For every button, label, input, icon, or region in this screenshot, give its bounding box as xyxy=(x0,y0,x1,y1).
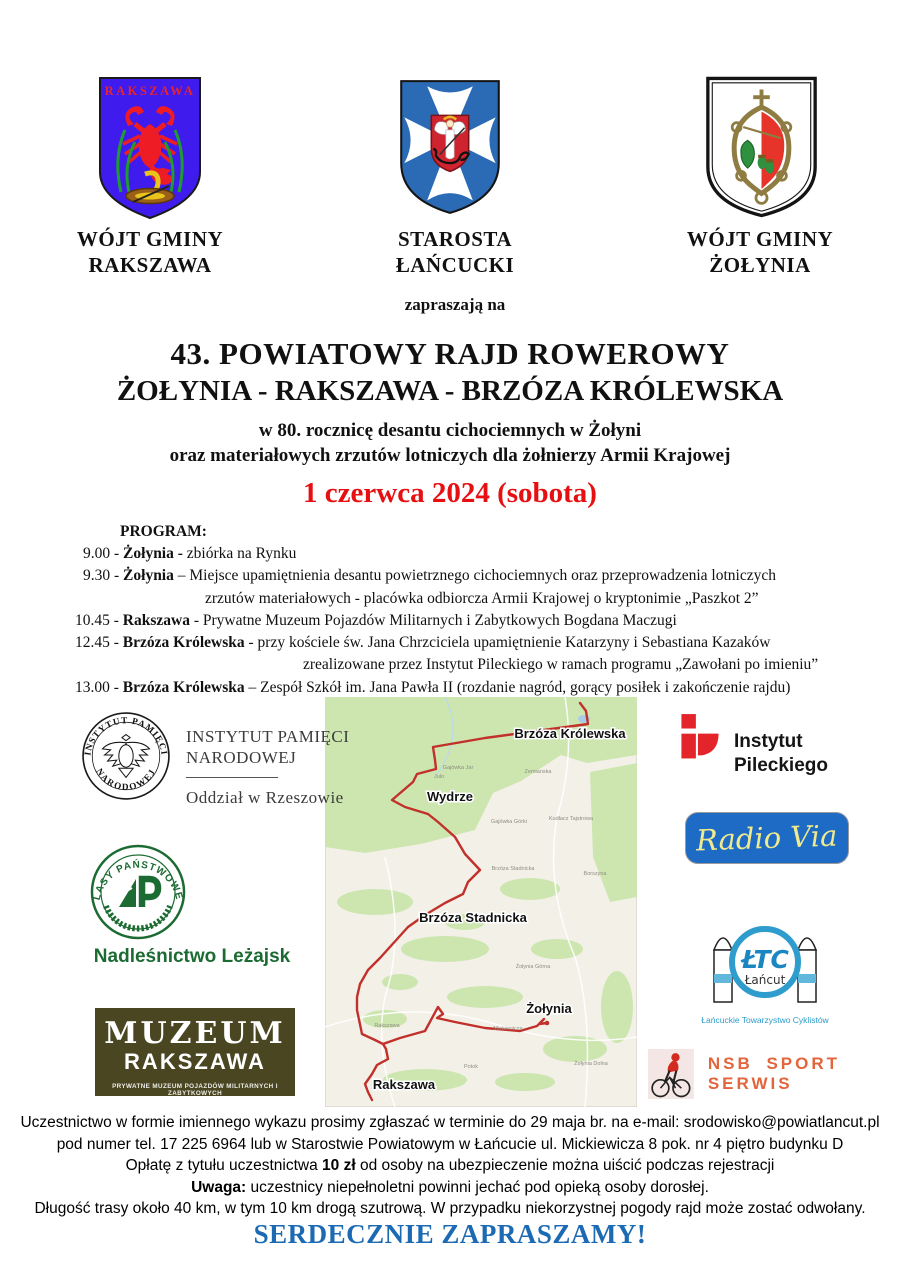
program-line: zrzutów materiałowych - placówka odbiorcza Armii Krajowej o kryptonimie „Paszkot 2” xyxy=(205,589,759,607)
map-minor-label: Rakszawa xyxy=(374,1023,400,1029)
ipn-divider xyxy=(186,777,278,778)
svg-text:ŁTC: ŁTC xyxy=(741,945,789,974)
info-line: pod numer tel. 17 225 6964 lub w Starostwie Powiatowym w Łańcucie ul. Mickiewicza 8 pok. nr 4 piętro budynku D xyxy=(56,1135,844,1153)
info-line: Długość trasy około 40 km, w tym 10 km drogą szutrową. W przypadku niekorzystnej pogody rajd może zostać odwołany. xyxy=(34,1200,866,1217)
map-town-label: Wydrze xyxy=(427,789,473,804)
ltc-castle-icon xyxy=(702,916,828,1008)
info-line: Uczestnictwo w formie imiennego wykazu prosimy zgłaszać w terminie do 29 maja br. na e-mail: srodowisko@powiatlancut.pl xyxy=(20,1114,880,1131)
nadlesnictwo-caption: Nadleśnictwo Leżajsk xyxy=(93,946,291,967)
map-minor-label: Gajówka Górki xyxy=(490,819,528,825)
muzeum-rakszawa-logo: MUZEUM RAKSZAWA PRYWATNE MUZEUM POJAZDÓW MILITARNYCH I ZABYTKOWYCH xyxy=(95,1008,295,1096)
program-line: zrealizowane przez Instytut Pileckiego w ramach programu „Zawołani po imieniu” xyxy=(303,656,819,674)
info-line: Uwaga: uczestnicy niepełnoletni powinni jechać pod opieką osoby dorosłej. xyxy=(191,1178,709,1196)
svg-text:NARODOWEJ: NARODOWEJ xyxy=(94,766,158,792)
program-line: 9.30 - Żołynia – Miejsce upamiętnienia desantu powietrznego cichociemnych oraz przeprowadzenia lotniczych xyxy=(83,567,776,585)
organizer-zolynia: WÓJT GMINY ŻOŁYNIA xyxy=(686,227,834,277)
closing-line: SERDECZNIE ZAPRASZAMY! xyxy=(253,1219,647,1249)
map-minor-label: Kudłacz Tajstrowa xyxy=(548,816,594,822)
ipn-wordmark: INSTYTUT PAMIĘCI NARODOWEJ Oddział w Rzeszowie xyxy=(186,727,350,807)
program-list xyxy=(75,543,885,699)
organizer-rakszawa: WÓJT GMINY RAKSZAWA xyxy=(76,227,224,277)
ipn-logo-block xyxy=(80,710,349,808)
map-minor-label: Potok xyxy=(463,1064,479,1070)
map-town-label: Brzóza Królewska xyxy=(514,726,626,741)
nsb-logo-block xyxy=(648,1044,900,1104)
participation-info xyxy=(20,1112,880,1220)
instytut-pileckiego-logo-block xyxy=(678,712,828,778)
map-minor-label: Mickiewicza xyxy=(493,1026,523,1032)
program-line: 10.45 - Rakszawa - Prywatne Muzeum Pojazdów Militarnych i Zabytkowych Bogdana Maczugi xyxy=(75,611,677,629)
svg-text:Łańcut: Łańcut xyxy=(744,973,786,987)
map-minor-label: Brzóza Stadnicka xyxy=(491,866,535,872)
map-town-label: Żołynia xyxy=(526,1001,572,1016)
map-minor-label: Borszyna xyxy=(583,871,607,877)
program-line: 12.45 - Brzóza Królewska - przy kościele św. Jana Chrzciciela upamiętnienie Katarzyny i Sebastiana Kazaków xyxy=(75,634,771,652)
map-minor-label: Zemianska xyxy=(524,769,552,775)
info-line: Opłatę z tytułu uczestnictwa 10 zł od osoby na ubezpieczenie można uiścić podczas rejestracji xyxy=(125,1157,775,1174)
zolynia-coat-of-arms xyxy=(703,74,820,220)
ltc-caption: Łańcuckie Towarzystwo Cyklistów xyxy=(701,1015,829,1025)
event-date: 1 czerwca 2024 (sobota) xyxy=(303,477,597,509)
organizer-starosta: STAROSTA ŁAŃCUCKI xyxy=(395,227,515,277)
crest-text-rakszawa: RAKSZAWA xyxy=(104,84,196,98)
lasy-panstwowe-logo xyxy=(88,842,188,942)
map-minor-label: Żołynia Górna xyxy=(515,964,551,970)
map-town-label: Rakszawa xyxy=(372,1077,436,1092)
ltc-logo-block xyxy=(700,916,830,1025)
pilecki-ip-icon xyxy=(678,712,722,776)
nsb-wordmark: NSB SPORT SERWIS xyxy=(707,1054,841,1093)
program-line: 13.00 - Brzóza Królewska – Zespół Szkół im. Jana Pawła II (rozdanie nagród, gorący posiłek i zakończenie rajdu) xyxy=(75,678,791,696)
map-minor-label: Gajówka Jar xyxy=(442,765,474,771)
radio-via-logo: Radio Via xyxy=(685,812,849,864)
event-subtitle-2: oraz materiałowych zrzutów lotniczych dla żołnierzy Armii Krajowej xyxy=(169,445,731,466)
svg-text:INSTYTUT PAMIĘCI: INSTYTUT PAMIĘCI xyxy=(82,715,170,757)
lancut-county-coat-of-arms xyxy=(398,78,502,216)
rakszawa-coat-of-arms xyxy=(95,74,205,222)
event-title-line2: ŻOŁYNIA - RAKSZAWA - BRZÓZA KRÓLEWSKA xyxy=(116,375,784,407)
program-line: 9.00 - Żołynia - zbiórka na Rynku xyxy=(83,545,297,562)
route-map xyxy=(325,697,637,1107)
svg-text:LASY PAŃSTWOWE: LASY PAŃSTWOWE xyxy=(91,859,185,902)
invite-line: zapraszają na xyxy=(404,295,506,314)
pilecki-wordmark: Instytut Pileckiego xyxy=(734,731,828,776)
ipn-seal-icon xyxy=(80,710,172,802)
event-title-line1: 43. POWIATOWY RAJD ROWEROWY xyxy=(170,336,730,371)
event-subtitle-1: w 80. rocznicę desantu cichociemnych w Żołyni xyxy=(258,420,642,441)
map-minor-label: Żołynia Dolna xyxy=(574,1061,608,1067)
program-heading: PROGRAM: xyxy=(120,523,207,540)
cyclist-icon xyxy=(648,1044,694,1104)
map-minor-label: Julo xyxy=(433,774,445,780)
map-town-label: Brzóza Stadnicka xyxy=(419,910,527,925)
